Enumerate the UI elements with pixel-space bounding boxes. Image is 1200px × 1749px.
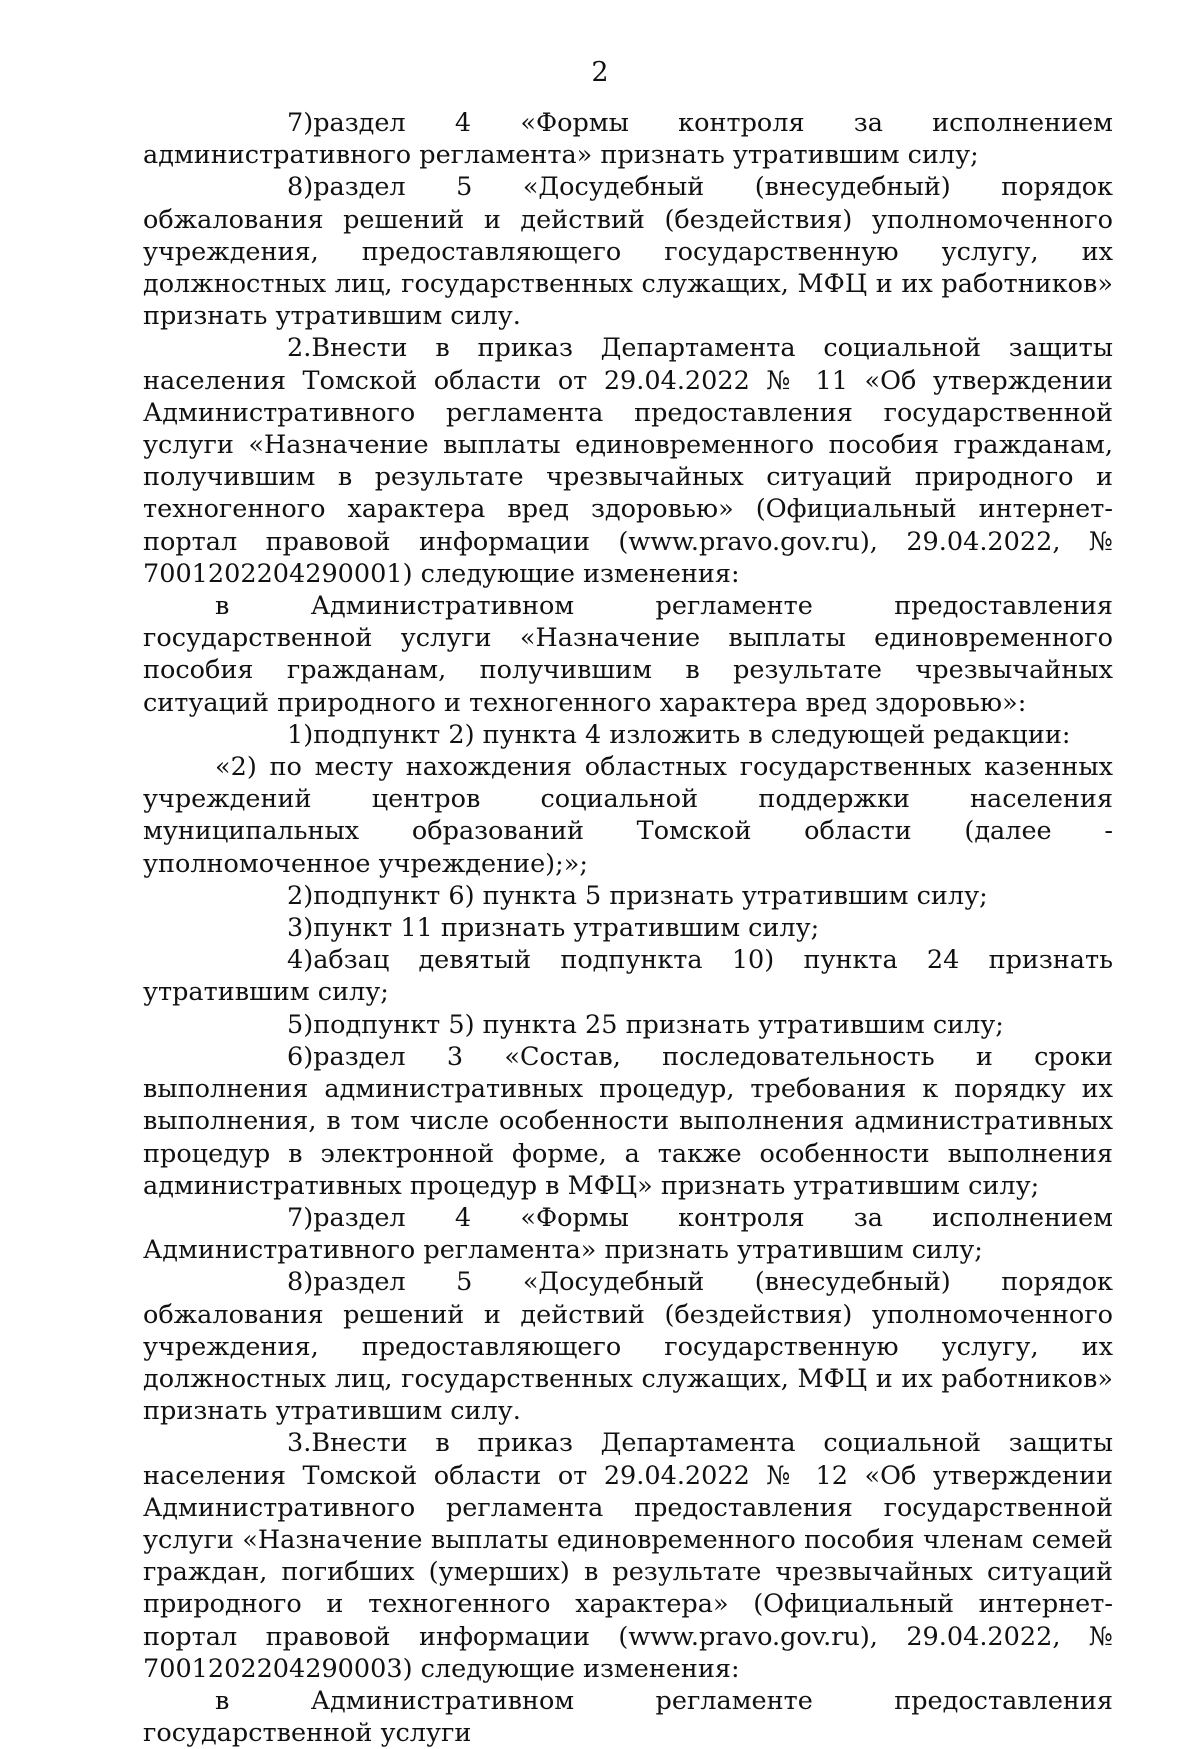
paragraph-section-2 (143, 332, 1113, 590)
item-number: 7) (287, 108, 314, 138)
item-number: 5) (287, 1009, 314, 1040)
paragraph-text: Внести в приказ Департамента социальной защиты населения Томской области от 29.04.2022 № 11 «Об утверждении Административного регламента предоставления государственной услуги «Назначение выплаты единовременного пособия гражданам, получившим в результате чрезвычайных ситуаций природного и техногенного характера вред здоровью» (Официальный интернет-портал правовой информации (www.pravo.gov.ru), 29.04.2022, № 7001202204290001) следующие изменения: (143, 333, 1113, 589)
paragraph-section-3 (143, 1427, 1113, 1685)
paragraph-text: раздел 5 «Досудебный (внесудебный) порядок обжалования решений и действий (бездействия) уполномоченного учреждения, предоставляющего государственную услугу, их должностных лиц, государственных служащих, МФЦ и их работников» признать утратившим силу. (143, 172, 1113, 332)
paragraph-text: раздел 4 «Формы контроля за исполнением административного регламента» признать утратившим силу; (143, 108, 1113, 171)
paragraph-regulation-intro (143, 590, 1113, 719)
item-number: 2) (287, 880, 314, 911)
item-number: 8) (287, 1267, 314, 1298)
paragraph-item-3 (143, 912, 1113, 944)
paragraph-item-5 (143, 1009, 1113, 1041)
paragraph-item-7-first (143, 107, 1113, 171)
item-number: 8) (287, 172, 314, 203)
paragraph-regulation-intro-continued (143, 1685, 1113, 1749)
item-number: 3) (287, 913, 314, 944)
paragraph-text: пункт 11 признать утратившим силу; (313, 913, 820, 944)
section-number: 2. (287, 333, 312, 364)
item-number: 7) (287, 1202, 314, 1233)
paragraph-text: абзац девятый подпункта 10) пункта 24 признать утратившим силу; (143, 945, 1113, 1008)
paragraph-text: в Административном регламенте предоставления государственной услуги «Назначение выплаты единовременного пособия гражданам, получившим в результате чрезвычайных ситуаций природного и техногенного характера вред здоровью»: (143, 591, 1113, 718)
paragraph-text: «2) по месту нахождения областных государственных казенных учреждений центров социальной поддержки населения муниципальных образований Томской области (далее - уполномоченное учреждение);»; (143, 752, 1113, 879)
paragraph-new-wording (143, 751, 1113, 880)
section-number: 3. (287, 1428, 312, 1459)
paragraph-text: Внести в приказ Департамента социальной защиты населения Томской области от 29.04.2022 № 12 «Об утверждении Административного регламента предоставления государственной услуги «Назначение выплаты единовременного пособия членам семей граждан, погибших (умерших) в результате чрезвычайных ситуаций природного и техногенного характера» (Официальный интернет-портал правовой информации (www.pravo.gov.ru), 29.04.2022, № 7001202204290003) следующие изменения: (143, 1428, 1113, 1684)
paragraph-text: подпункт 2) пункта 4 изложить в следующей редакции: (313, 719, 1071, 750)
paragraph-item-6 (143, 1041, 1113, 1202)
paragraph-text: раздел 3 «Состав, последовательность и сроки выполнения административных процедур, требования к порядку их выполнения, в том числе особенности выполнения административных процедур в электронной форме, а также особенности выполнения административных процедур в МФЦ» признать утратившим силу; (143, 1041, 1113, 1201)
paragraph-item-7-second (143, 1202, 1113, 1266)
paragraph-text: раздел 4 «Формы контроля за исполнением Административного регламента» признать утратившим силу; (143, 1202, 1113, 1266)
paragraph-text: в Административном регламенте предоставления государственной услуги (143, 1685, 1113, 1749)
paragraph-item-8-second (143, 1266, 1113, 1427)
paragraph-text: подпункт 5) пункта 25 признать утратившим силу; (313, 1009, 1004, 1040)
paragraph-text: подпункт 6) пункта 5 признать утратившим силу; (313, 880, 988, 911)
item-number: 1) (287, 719, 314, 750)
item-number: 4) (287, 945, 314, 976)
paragraph-item-1 (143, 719, 1113, 751)
document-body (143, 107, 1113, 1749)
page-number: 2 (591, 57, 609, 88)
paragraph-item-4 (143, 944, 1113, 1008)
paragraph-item-8-first (143, 171, 1113, 332)
paragraph-item-2 (143, 880, 1113, 912)
paragraph-text: раздел 5 «Досудебный (внесудебный) порядок обжалования решений и действий (бездействия) уполномоченного учреждения, предоставляющего государственную услугу, их должностных лиц, государственных служащих, МФЦ и их работников» признать утратившим силу. (143, 1267, 1113, 1427)
item-number: 6) (287, 1041, 314, 1072)
